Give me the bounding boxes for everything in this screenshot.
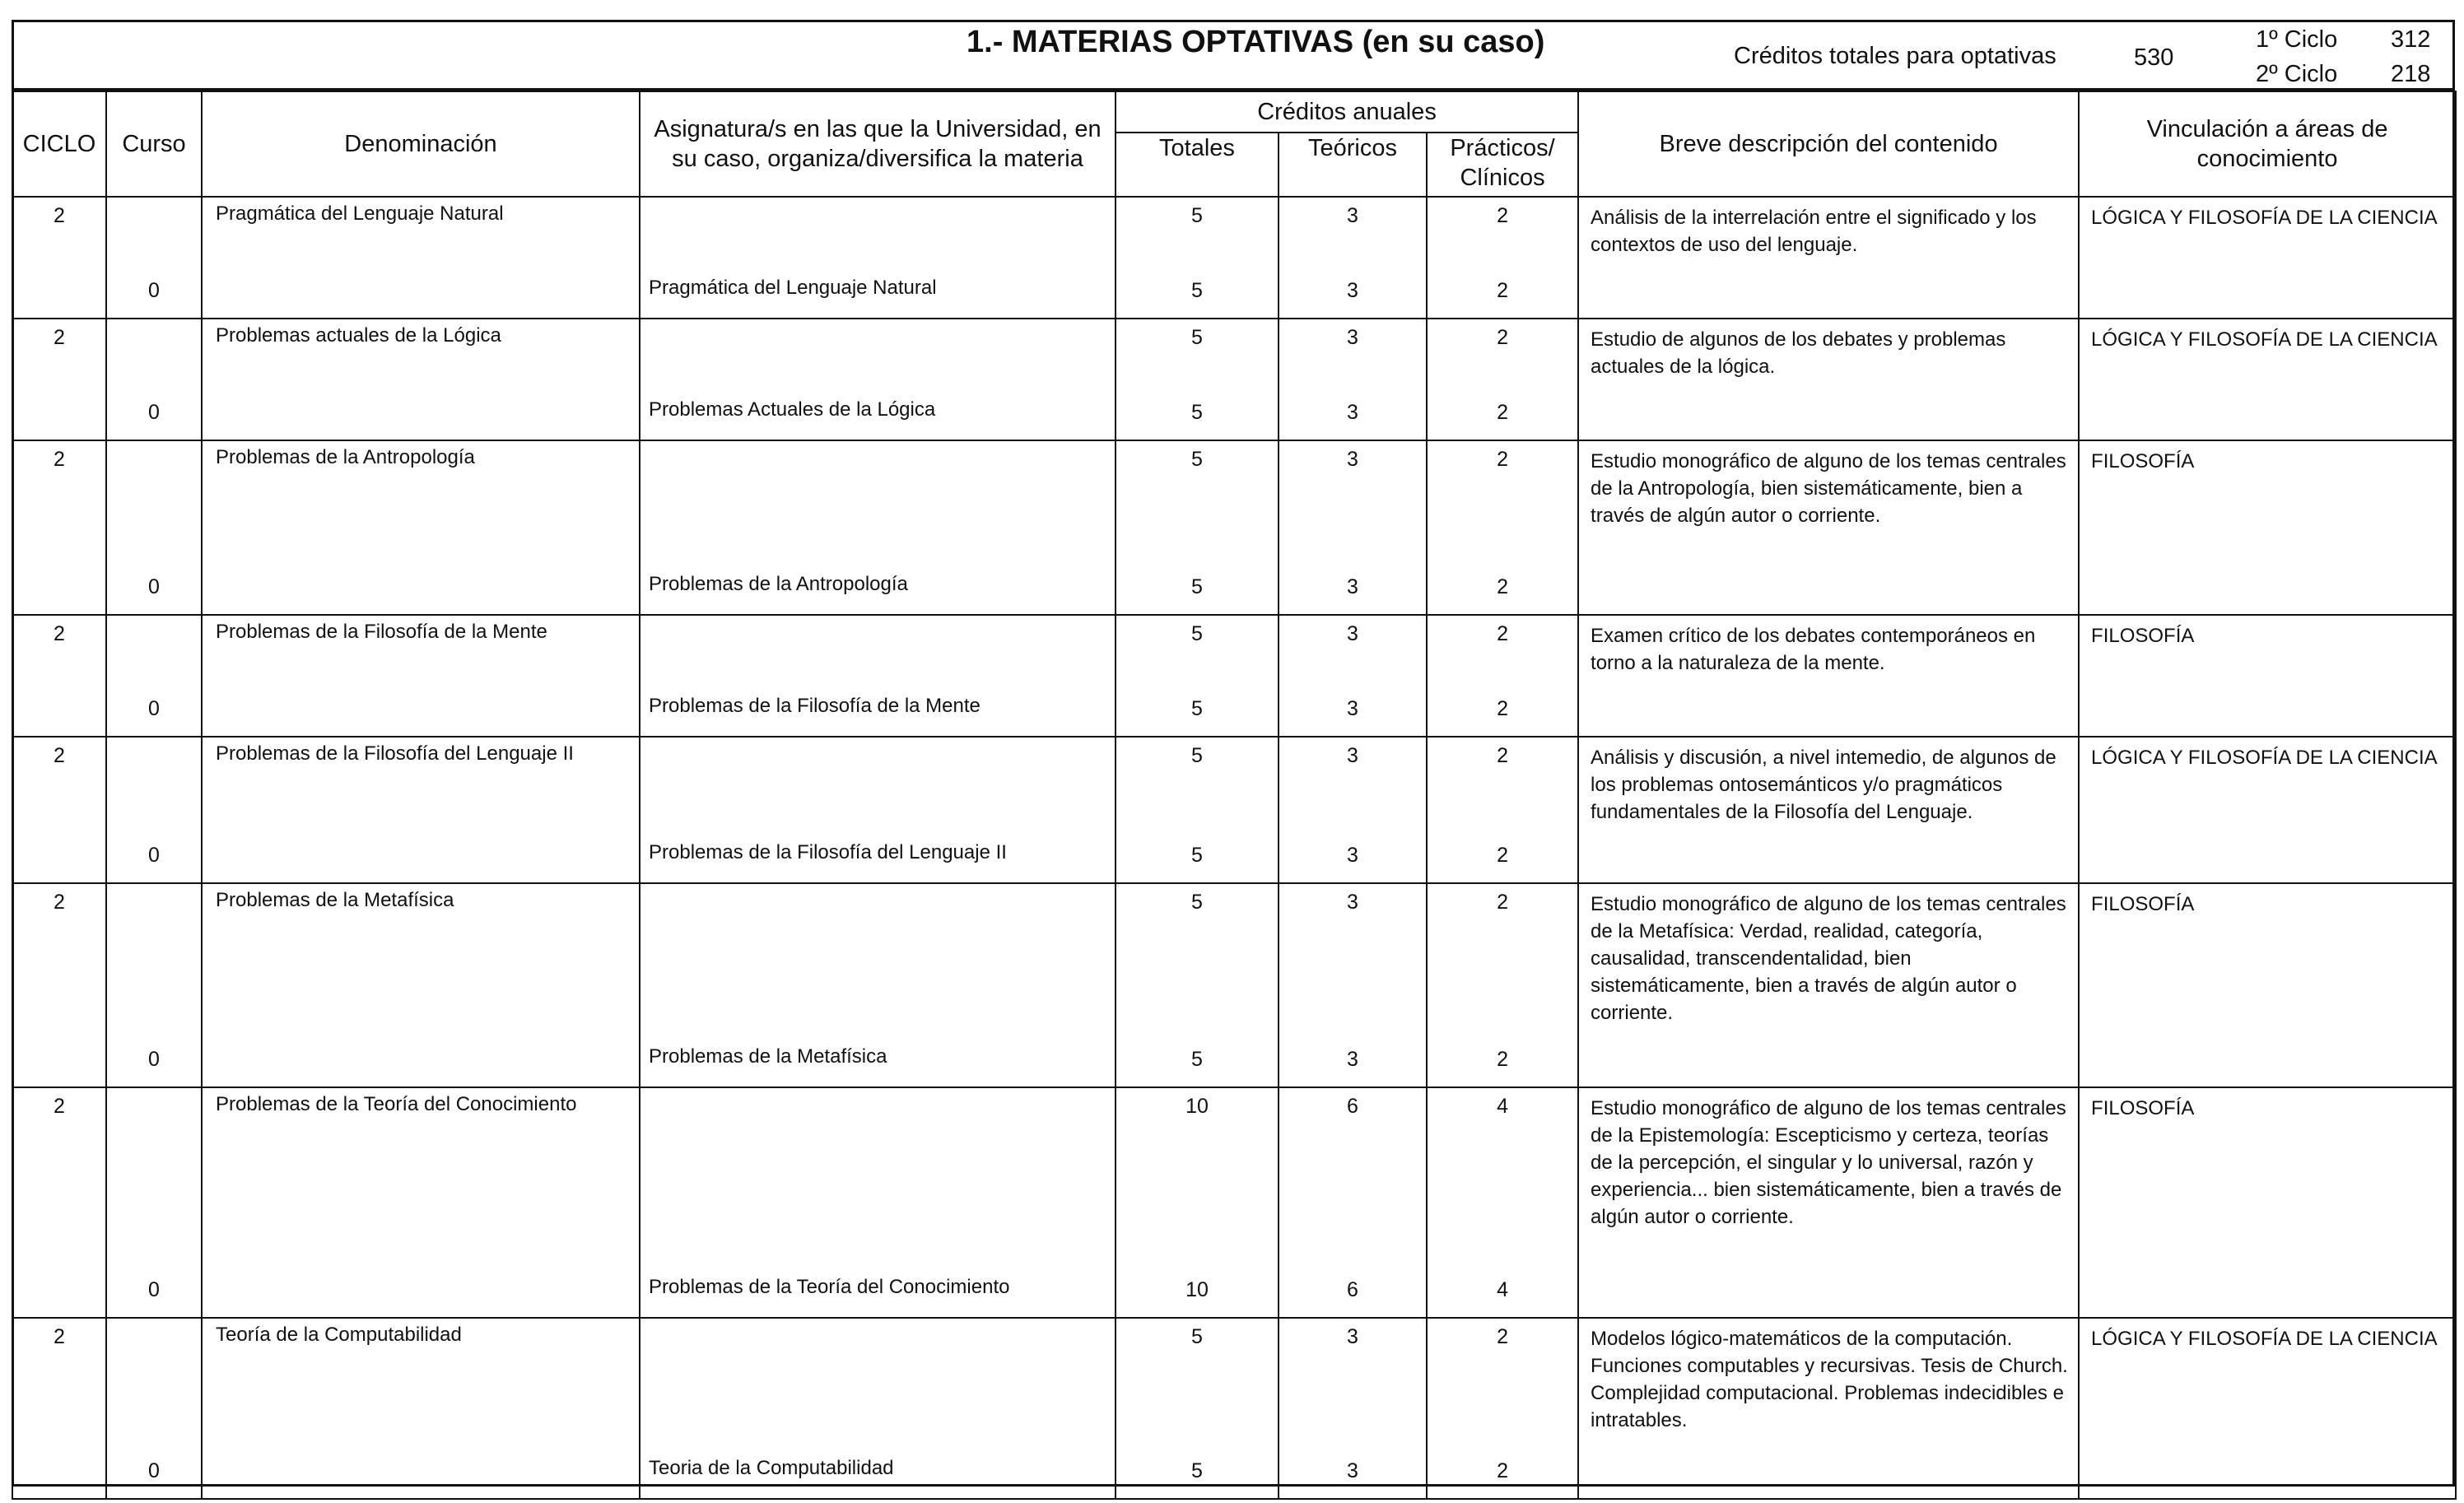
cell-practicos <box>1427 883 1578 1087</box>
cell-totales <box>1116 197 1279 319</box>
cell-asignatura <box>640 883 1116 1087</box>
cell-practicos <box>1427 615 1578 737</box>
cell-ciclo <box>12 1318 106 1499</box>
cell-descripcion <box>1578 1318 2079 1499</box>
curso-value: 0 <box>148 279 160 302</box>
table-row <box>12 197 2456 319</box>
sub-practicos-value: 2 <box>1497 1459 1508 1482</box>
practicos-value: 2 <box>1497 622 1508 645</box>
cell-area <box>2079 440 2456 615</box>
teoricos-value: 6 <box>1347 1095 1358 1118</box>
col-header-creditos: Créditos anuales <box>1116 91 1578 133</box>
sub-practicos-value: 4 <box>1497 1278 1508 1301</box>
ciclo-value: 2 <box>54 1095 65 1118</box>
cell-denominacion <box>202 883 640 1087</box>
asignatura-text: Pragmática del Lenguaje Natural <box>649 277 937 299</box>
cell-denominacion <box>202 197 640 319</box>
cell-practicos <box>1427 197 1578 319</box>
table-row <box>12 440 2456 615</box>
col-header-curso: Curso <box>106 91 202 197</box>
denominacion-text: Problemas actuales de la Lógica <box>216 324 501 347</box>
teoricos-value: 3 <box>1347 622 1358 645</box>
practicos-value: 2 <box>1497 1325 1508 1348</box>
asignatura-text: Problemas de la Metafísica <box>649 1045 887 1068</box>
asignatura-text: Problemas de la Teoría del Conocimiento <box>649 1276 1010 1298</box>
practicos-value: 2 <box>1497 204 1508 227</box>
descripcion-text: Estudio monográfico de alguno de los temas centrales de la Metafísica: Verdad, realidad, categoría, causalidad, transcendentalidad, bien sistemáticamente, bien a través de algún autor o corriente. <box>1591 893 2066 1025</box>
cell-teoricos <box>1279 440 1427 615</box>
col-header-asignatura: Asignatura/s en las que la Universidad, en su caso, organiza/diversifica la materia <box>640 91 1116 197</box>
sub-teoricos-value: 3 <box>1347 1048 1358 1071</box>
asignatura-text: Problemas de la Antropología <box>649 573 908 595</box>
asignatura-text: Teoria de la Computabilidad <box>649 1457 894 1479</box>
ciclo2-value: 218 <box>2391 61 2431 87</box>
table-row <box>12 319 2456 440</box>
cell-ciclo <box>12 440 106 615</box>
cell-descripcion <box>1578 883 2079 1087</box>
sub-totales-value: 10 <box>1185 1278 1209 1301</box>
totales-value: 5 <box>1191 744 1203 767</box>
cell-curso <box>106 1318 202 1499</box>
cell-teoricos <box>1279 197 1427 319</box>
area-text: FILOSOFÍA <box>2091 893 2195 915</box>
teoricos-value: 3 <box>1347 891 1358 914</box>
cell-totales <box>1116 615 1279 737</box>
teoricos-value: 3 <box>1347 744 1358 767</box>
teoricos-value: 3 <box>1347 448 1358 471</box>
page-title: 1.- MATERIAS OPTATIVAS (en su caso) <box>967 25 1545 59</box>
cell-curso <box>106 1087 202 1318</box>
sub-practicos-value: 2 <box>1497 401 1508 424</box>
sub-totales-value: 5 <box>1191 279 1203 302</box>
practicos-value: 2 <box>1497 744 1508 767</box>
totales-value: 5 <box>1191 448 1203 471</box>
sub-totales-value: 5 <box>1191 844 1203 867</box>
denominacion-text: Problemas de la Filosofía de la Mente <box>216 621 547 643</box>
table-row <box>12 1087 2456 1318</box>
cell-ciclo <box>12 197 106 319</box>
curso-value: 0 <box>148 844 160 867</box>
col-header-totales: Totales <box>1116 133 1279 197</box>
cell-descripcion <box>1578 615 2079 737</box>
cell-area <box>2079 1087 2456 1318</box>
denominacion-text: Teoría de la Computabilidad <box>216 1324 462 1346</box>
cell-totales <box>1116 440 1279 615</box>
sub-teoricos-value: 6 <box>1347 1278 1358 1301</box>
sub-practicos-value: 2 <box>1497 697 1508 720</box>
cell-descripcion <box>1578 197 2079 319</box>
ciclo-value: 2 <box>54 1325 65 1348</box>
denominacion-text: Pragmática del Lenguaje Natural <box>216 202 504 225</box>
sub-teoricos-value: 3 <box>1347 1459 1358 1482</box>
totales-value: 5 <box>1191 204 1203 227</box>
cell-teoricos <box>1279 615 1427 737</box>
descripcion-text: Estudio monográfico de alguno de los temas centrales de la Antropología, bien sistemáticamente, bien a través de algún autor o corriente. <box>1591 450 2066 528</box>
sub-totales-value: 5 <box>1191 575 1203 598</box>
cell-teoricos <box>1279 1318 1427 1499</box>
denominacion-text: Problemas de la Antropología <box>216 446 475 468</box>
cell-teoricos <box>1279 319 1427 440</box>
cell-ciclo <box>12 615 106 737</box>
table-row <box>12 615 2456 737</box>
cell-descripcion <box>1578 1087 2079 1318</box>
table-row <box>12 737 2456 883</box>
asignatura-text: Problemas de la Filosofía de la Mente <box>649 695 980 717</box>
col-header-denominacion: Denominación <box>202 91 640 197</box>
denominacion-text: Problemas de la Filosofía del Lenguaje II <box>216 742 574 765</box>
cell-denominacion <box>202 319 640 440</box>
cell-denominacion <box>202 615 640 737</box>
practicos-value: 2 <box>1497 448 1508 471</box>
sub-practicos-value: 2 <box>1497 1048 1508 1071</box>
ciclo-value: 2 <box>54 622 65 645</box>
table-row <box>12 883 2456 1087</box>
cell-curso <box>106 197 202 319</box>
ciclo-value: 2 <box>54 448 65 471</box>
sub-practicos-value: 2 <box>1497 575 1508 598</box>
ciclo2-label: 2º Ciclo <box>2256 61 2338 87</box>
sub-teoricos-value: 3 <box>1347 844 1358 867</box>
cell-asignatura <box>640 440 1116 615</box>
ciclo1-value: 312 <box>2391 26 2431 53</box>
descripcion-text: Modelos lógico-matemáticos de la computación. Funciones computables y recursivas. Tesis de Church. Complejidad computacional. Problemas indecidibles e intratables. <box>1591 1328 2068 1432</box>
cell-asignatura <box>640 197 1116 319</box>
cell-curso <box>106 737 202 883</box>
sub-teoricos-value: 3 <box>1347 401 1358 424</box>
cell-totales <box>1116 883 1279 1087</box>
denominacion-text: Problemas de la Metafísica <box>216 889 454 911</box>
cell-ciclo <box>12 737 106 883</box>
table-row <box>12 1318 2456 1499</box>
cell-area <box>2079 883 2456 1087</box>
sub-totales-value: 5 <box>1191 1048 1203 1071</box>
cell-descripcion <box>1578 440 2079 615</box>
cell-ciclo <box>12 319 106 440</box>
cell-descripcion <box>1578 737 2079 883</box>
totales-value: 5 <box>1191 891 1203 914</box>
sub-teoricos-value: 3 <box>1347 697 1358 720</box>
asignatura-text: Problemas Actuales de la Lógica <box>649 398 936 421</box>
cell-curso <box>106 440 202 615</box>
col-header-practicos: Prácticos/ Clínicos <box>1427 133 1578 197</box>
cell-ciclo <box>12 1087 106 1318</box>
cell-practicos <box>1427 440 1578 615</box>
area-text: FILOSOFÍA <box>2091 625 2195 647</box>
practicos-value: 2 <box>1497 326 1508 349</box>
cell-asignatura <box>640 319 1116 440</box>
cell-curso <box>106 615 202 737</box>
cell-practicos <box>1427 1318 1578 1499</box>
sub-practicos-value: 2 <box>1497 844 1508 867</box>
teoricos-value: 3 <box>1347 204 1358 227</box>
credits-total-label: Créditos totales para optativas <box>1734 43 2056 69</box>
cell-descripcion <box>1578 319 2079 440</box>
cell-ciclo <box>12 883 106 1087</box>
descripcion-text: Examen crítico de los debates contemporáneos en torno a la naturaleza de la mente. <box>1591 625 2036 675</box>
totales-value: 5 <box>1191 622 1203 645</box>
header-banner <box>12 20 2455 91</box>
sub-totales-value: 5 <box>1191 1459 1203 1482</box>
cell-asignatura <box>640 1087 1116 1318</box>
sub-teoricos-value: 3 <box>1347 575 1358 598</box>
area-text: LÓGICA Y FILOSOFÍA DE LA CIENCIA <box>2091 1328 2438 1350</box>
cell-totales <box>1116 1087 1279 1318</box>
ciclo-value: 2 <box>54 744 65 767</box>
cell-area <box>2079 615 2456 737</box>
cell-area <box>2079 1318 2456 1499</box>
practicos-value: 2 <box>1497 891 1508 914</box>
ciclo1-label: 1º Ciclo <box>2256 26 2338 53</box>
ciclo-value: 2 <box>54 204 65 227</box>
cell-totales <box>1116 737 1279 883</box>
descripcion-text: Estudio monográfico de alguno de los temas centrales de la Epistemología: Escepticismo y certeza, teorías de la percepción, el singular y lo universal, razón y experiencia... bien sistemáticamente, bien a través de algún autor o corriente. <box>1591 1097 2066 1229</box>
sub-teoricos-value: 3 <box>1347 279 1358 302</box>
col-header-ciclo: CICLO <box>12 91 106 197</box>
descripcion-text: Análisis de la interrelación entre el significado y los contextos de uso del lenguaje. <box>1591 207 2037 257</box>
totales-value: 10 <box>1185 1095 1209 1118</box>
sub-practicos-value: 2 <box>1497 279 1508 302</box>
curso-value: 0 <box>148 1459 160 1482</box>
cell-curso <box>106 319 202 440</box>
cell-teoricos <box>1279 883 1427 1087</box>
cell-asignatura <box>640 737 1116 883</box>
totales-value: 5 <box>1191 1325 1203 1348</box>
sub-totales-value: 5 <box>1191 697 1203 720</box>
ciclo-value: 2 <box>54 891 65 914</box>
cell-practicos <box>1427 1087 1578 1318</box>
area-text: LÓGICA Y FILOSOFÍA DE LA CIENCIA <box>2091 328 2438 351</box>
curso-value: 0 <box>148 697 160 720</box>
curso-value: 0 <box>148 575 160 598</box>
curso-value: 0 <box>148 1048 160 1071</box>
cell-denominacion <box>202 737 640 883</box>
cell-denominacion <box>202 1318 640 1499</box>
cell-teoricos <box>1279 737 1427 883</box>
curso-value: 0 <box>148 1278 160 1301</box>
cell-practicos <box>1427 319 1578 440</box>
cell-asignatura <box>640 1318 1116 1499</box>
asignatura-text: Problemas de la Filosofía del Lenguaje II <box>649 841 1007 863</box>
area-text: FILOSOFÍA <box>2091 450 2195 472</box>
col-header-teoricos: Teóricos <box>1279 133 1427 197</box>
sub-totales-value: 5 <box>1191 401 1203 424</box>
totales-value: 5 <box>1191 326 1203 349</box>
cell-teoricos <box>1279 1087 1427 1318</box>
credits-total-value: 530 <box>2134 44 2174 71</box>
cell-totales <box>1116 319 1279 440</box>
cell-denominacion <box>202 440 640 615</box>
cell-practicos <box>1427 737 1578 883</box>
cell-totales <box>1116 1318 1279 1499</box>
cell-area <box>2079 197 2456 319</box>
descripcion-text: Análisis y discusión, a nivel intemedio, de algunos de los problemas ontosemánticos y/o pragmáticos fundamentales de la Filosofía del Lenguaje. <box>1591 747 2056 824</box>
teoricos-value: 3 <box>1347 1325 1358 1348</box>
cell-curso <box>106 883 202 1087</box>
col-header-vinculacion: Vinculación a áreas de conocimiento <box>2079 91 2456 197</box>
practicos-value: 4 <box>1497 1095 1508 1118</box>
cell-asignatura <box>640 615 1116 737</box>
cell-area <box>2079 319 2456 440</box>
cell-denominacion <box>202 1087 640 1318</box>
col-header-descripcion: Breve descripción del contenido <box>1578 91 2079 197</box>
teoricos-value: 3 <box>1347 326 1358 349</box>
cell-area <box>2079 737 2456 883</box>
descripcion-text: Estudio de algunos de los debates y problemas actuales de la lógica. <box>1591 328 2006 379</box>
area-text: FILOSOFÍA <box>2091 1097 2195 1119</box>
area-text: LÓGICA Y FILOSOFÍA DE LA CIENCIA <box>2091 207 2438 229</box>
denominacion-text: Problemas de la Teoría del Conocimiento <box>216 1093 577 1115</box>
ciclo-value: 2 <box>54 326 65 349</box>
curso-value: 0 <box>148 401 160 424</box>
optativas-table <box>12 91 2457 1500</box>
area-text: LÓGICA Y FILOSOFÍA DE LA CIENCIA <box>2091 747 2438 769</box>
